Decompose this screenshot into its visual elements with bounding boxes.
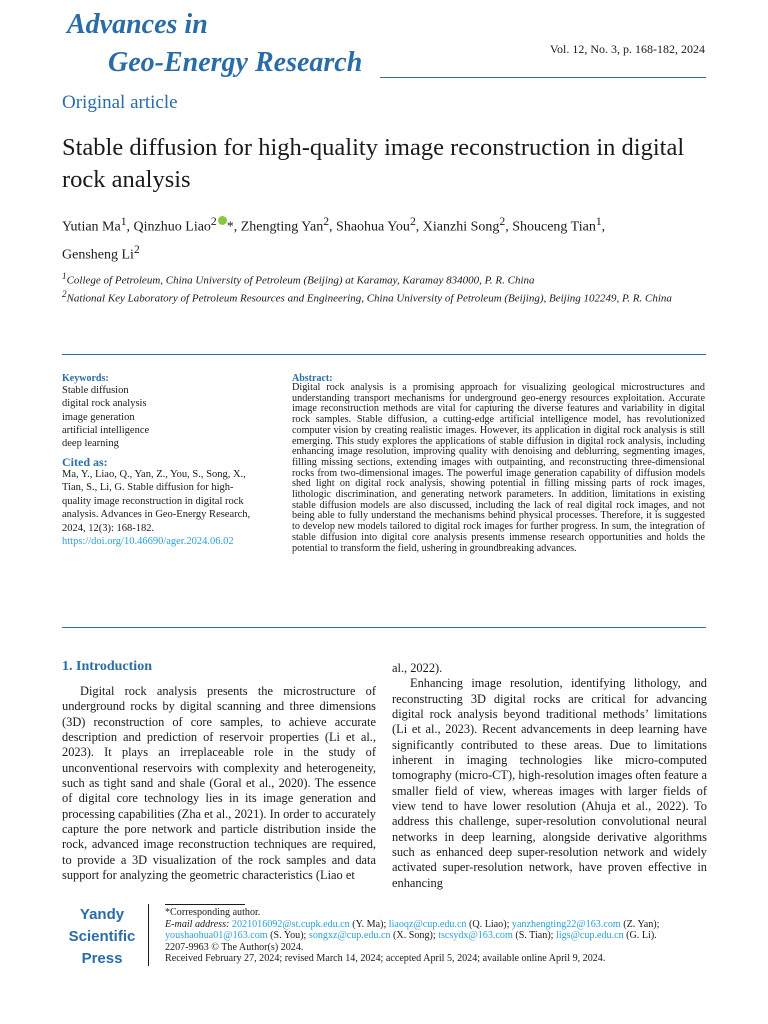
section-rule-top <box>62 354 706 355</box>
header-rule <box>380 77 706 78</box>
affiliation-1: $^1$College of Petroleum, China University of Petroleum (Beijing) at Karamay, Karamay 834000, P. R. China <box>62 271 535 287</box>
journal-name-line1: Advances in <box>67 9 208 40</box>
author-affil-sup: 2 <box>499 215 506 228</box>
footnote-rule <box>165 904 245 905</box>
author-name: Qinzhuo Liao <box>133 219 211 235</box>
intro-left-column <box>62 684 376 883</box>
email-link[interactable]: songxz@cup.edu.cn <box>308 930 391 942</box>
email-link[interactable]: 2021016092@st.cupk.edu.cn <box>231 918 350 930</box>
author-affil-sup: 2 <box>323 215 330 228</box>
section-rule-bottom <box>62 627 706 628</box>
publisher-logo: Yandy Scientific Press <box>68 906 136 967</box>
email-link[interactable]: liaoqz@cup.edu.cn <box>388 918 467 930</box>
author-affil-sup: 1 <box>595 215 602 228</box>
footer-divider <box>148 904 149 966</box>
author-list: Yutian Ma$^1$, Qinzhuo Liao$^2$ *, Zhengting Yan$^2$, Shaohua You$^2$, Xianzhi Song$^2$, Shouceng Tian$^1$, Gensheng Li$^2$ <box>62 215 606 263</box>
abstract-heading: Abstract: <box>292 373 333 384</box>
author-name: Yutian Ma <box>62 219 121 235</box>
footnote <box>165 907 710 965</box>
abstract-text: Digital rock analysis is a promising approach for visualizing geological microstructures and understanding transport mechanisms for underground geo-energy resources exploitation. Accurate image reconstruction methods are vital for capturing the diverse features and variability in digital rock samples. Stable diffusion, a cutting-edge artificial intelligence model, has revolutionized computer vision by creating realistic images. However, its application in digital rock analysis is still emerging. This study explores the applications of stable diffusion in digital rock analysis, including enhancing image resolution, improving quality with denoising and deblurring, segmenting images, filling missing sections, extending images with outpainting, and reconstructing three-dimensional rocks from two-dimensional images. The powerful image generation capability of diffusion models shed light on digital rock analysis, showing potential in filling missing parts of rock images, lithologic discrimination, and generating network parameters. In addition, limitations in existing stable diffusion models are also discussed, including the lack of real digital rock images, and not being able to fully understand the mechanisms behind physical processes. Therefore, it is suggested to develop new models tailored to digital rock images for further progress. In sum, the integration of stable diffusion into digital core analysis presents immense research opportunities and holds the potential to transform the field, ushering in groundbreaking advances. <box>292 382 705 554</box>
article-title: Stable diffusion for high-quality image reconstruction in digital rock analysis <box>62 134 685 193</box>
dates-line: Received February 27, 2024; revised March 14, 2024; accepted April 5, 2024; available online April 9, 2024. <box>165 953 606 965</box>
keyword-item: artificial intelligence <box>62 424 150 436</box>
email-link[interactable]: ligs@cup.edu.cn <box>556 930 624 942</box>
author-name: Gensheng Li <box>62 247 134 263</box>
author-affil-sup: 2 <box>409 215 416 228</box>
intro-right-column <box>392 661 707 891</box>
keywords-list <box>62 384 149 450</box>
intro-continuation: al., 2022). <box>392 661 443 675</box>
volume-info: Vol. 12, No. 3, p. 168-182, 2024 <box>549 42 705 56</box>
keyword-item: image generation <box>62 411 135 423</box>
email-link[interactable]: yanzhengting22@163.com <box>511 918 621 930</box>
email-link[interactable]: tscsydx@163.com <box>438 930 513 942</box>
keyword-item: deep learning <box>62 438 119 450</box>
article-type: Original article <box>62 92 178 113</box>
doi-link[interactable]: https://doi.org/10.46690/ager.2024.06.02 <box>62 536 234 548</box>
copyright-line: 2207-9963 © The Author(s) 2024. <box>165 941 304 953</box>
keywords-heading: Keywords: <box>62 373 109 384</box>
corresponding-mark: * <box>226 219 234 235</box>
orcid-icon[interactable] <box>218 216 227 225</box>
affiliation-2: $^2$National Key Laboratory of Petroleum Resources and Engineering, China University of Petroleum (Beijing), Beijing 102249, P. R. China <box>62 289 672 305</box>
author-affil-sup: 2 <box>133 242 140 256</box>
keyword-item: digital rock analysis <box>62 398 147 410</box>
intro-paragraph: Enhancing image resolution, identifying lithology, and reconstructing 3D digital rocks are critical for advancing digital rock analysis beyond traditional methods’ limitations (Li et al., 2023). Recent advancements in deep learning have significantly contributed to these areas. Due to limitations inherent in imaging technologies like micro-computed tomography (micro-CT), high-resolution images often feature a smaller field of view, whereas images with larger fields of view tend to have lower resolution (Ahuja et al., 2022). To address this challenge, super-resolution convolutional neural networks in deep learning, alongside derivative algorithms such as enhanced deep super-resolution network and widely activated super-resolution network, have proven effective in enhancing <box>392 676 707 890</box>
author-affil-sup: 1 <box>120 215 127 228</box>
introduction-heading: 1. Introduction <box>62 659 152 674</box>
email-line: E-mail address: 2021016092@st.cupk.edu.cn (Y. Ma); liaoqz@cup.edu.cn (Q. Liao); yanzhengting22@163.com (Z. Yan); youshaohua01@163.com (S. You); songxz@cup.edu.cn (X. Song); tscsydx@163.com (S. Tian); ligs@cup.edu.cn (G. Li). <box>165 918 660 942</box>
citation-text <box>62 468 262 548</box>
cited-as-heading: Cited as: <box>62 455 108 469</box>
journal-name-line2: Geo-Energy Research <box>108 47 363 78</box>
author-name: Zhengting Yan <box>240 219 324 235</box>
intro-paragraph: Digital rock analysis presents the microstructure of underground rocks by digital scanning and three dimensions (3D) reconstruction of core samples, to achieve accurate description and prediction of reservoir properties (Li et al., 2023). It plays an irreplaceable role in the study of unconventional reservoirs with complexity and heterogeneity, such as tight sand and shale (Goral et al., 2020). The essence of digital core technology lies in its image generation and processing capabilities (Zha et al., 2021). In order to accurately capture the pore network and particle distribution inside the rock, advanced image reconstruction techniques are required, to provide a 3D visualization of the rock samples and data support for analyzing the geometric characteristics (Liao et <box>62 684 376 883</box>
author-affil-sup: 2 <box>210 215 217 228</box>
author-name: Shaohua You <box>336 219 410 235</box>
corresponding-note: *Corresponding author. <box>165 907 261 918</box>
email-link[interactable]: youshaohua01@163.com <box>165 930 268 942</box>
citation-body: Ma, Y., Liao, Q., Yan, Z., You, S., Song, X., Tian, S., Li, G. Stable diffusion for high-quality image reconstruction in digital rock analysis. Advances in Geo-Energy Research, 2024, 12(3): 168-182. <box>62 469 251 534</box>
author-name: Shouceng Tian <box>512 219 596 235</box>
keyword-item: Stable diffusion <box>62 385 129 396</box>
author-name: Xianzhi Song <box>422 219 500 235</box>
